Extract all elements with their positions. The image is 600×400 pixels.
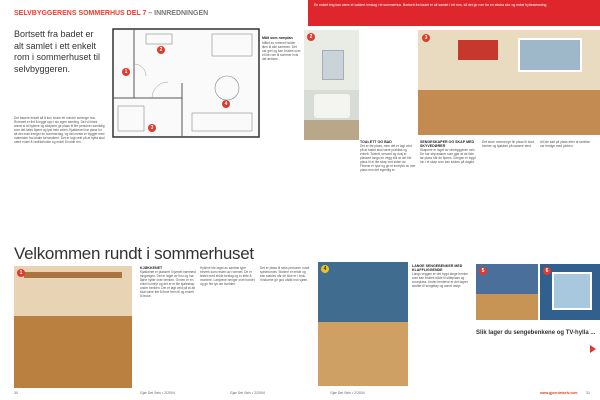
tv-shelf-icon bbox=[590, 345, 596, 353]
footer-left-source: Gjør Det Selv • 2/2004 bbox=[140, 391, 175, 395]
floorplan-caption-box bbox=[262, 36, 302, 124]
kitchen-body: Kjøkkenet er plassert i hjørnet nærmest inngangen. Det er laget av furu og har åpne hyller over benken. Ovnen er en enkel komfyr og det er et lite kjøleskap under benken. Det er lagt vekt på at alt skal være lett å finne frem til og enkelt å bruke. bbox=[140, 270, 196, 298]
left-lead: Bortsett fra badet er alt samlet i ett enkelt rom i sommerhuset til selvbyggeren. bbox=[14, 29, 101, 74]
bedroom-poster bbox=[458, 40, 498, 60]
section-label: – INNREDNINGEN bbox=[148, 10, 209, 17]
photo-kitchen bbox=[14, 266, 132, 388]
bunk-window bbox=[318, 262, 408, 322]
kitchen-section bbox=[140, 266, 196, 386]
middle-column-3: Det er plass til seks personer rundt spisebordet. Stolene er enkle og kan stables når de ikke er i bruk. Vinduene gir god utsikt mot sjøen. bbox=[260, 266, 310, 282]
toilet-body: Det er lite plass, men det er lagt vekt på at badet skal være praktisk og enkelt. Toalett, servant og dusj er plassert langs en vegg slik at det blir plass til et lite skap ved siden av. Flisene er lyse og gir et inntrykk av mer plass enn det egentlig er. bbox=[360, 144, 416, 172]
footer-right-page: 31 bbox=[586, 391, 590, 395]
bunk-wood bbox=[318, 322, 408, 386]
far-right-column-text: Alt ble satt på plass etter at familien var ferdige med jobben. bbox=[540, 140, 591, 148]
floorplan-label: Målt som romplan bbox=[262, 36, 293, 40]
photo-number-kitchen: 1 bbox=[17, 269, 25, 277]
photo-bathroom bbox=[304, 30, 359, 140]
toilet-title: TOALETT OG BAD bbox=[360, 140, 392, 144]
bedroom-bench bbox=[418, 90, 600, 135]
photo-bunk bbox=[318, 262, 408, 386]
toilet-section bbox=[360, 140, 416, 260]
window-pane bbox=[552, 272, 592, 310]
room-number-1: 1 bbox=[122, 68, 130, 76]
bathroom-sink bbox=[314, 94, 350, 118]
series-title bbox=[14, 10, 208, 17]
floorplan-drawing bbox=[112, 28, 260, 138]
photo-number-bunk: 4 bbox=[321, 265, 329, 273]
kitchen-title: KJØKKENET bbox=[140, 266, 163, 270]
photo-number-bench: 5 bbox=[479, 267, 487, 275]
room-number-4: 4 bbox=[222, 100, 230, 108]
kitchen-cabinets bbox=[14, 316, 132, 388]
footer-mid-left: Gjør Det Selv • 2/2004 bbox=[230, 391, 265, 395]
photo-number-bathroom: 2 bbox=[307, 33, 315, 41]
header-intro-text: En enkelt ting kan være et vakkert innslag i et sommerhus. Bortsett fra badet er alt samlet i ett rom, så det gir rom for en ekstra stor og enkel hyttestemning. bbox=[314, 3, 548, 7]
right-column-text: Det store rommet gir fin plass til bord, benker og kjøkken på samme sted. bbox=[482, 140, 535, 148]
footer-left-page: 30 bbox=[14, 391, 18, 395]
room-number-3: 3 bbox=[148, 124, 156, 132]
floorplan bbox=[112, 28, 260, 138]
photo-number-window: 6 bbox=[543, 267, 551, 275]
room-number-2: 2 bbox=[157, 46, 165, 54]
bathroom-mirror bbox=[322, 50, 344, 80]
footer-mid-right: Gjør Det Selv • 2/2004 bbox=[330, 391, 365, 395]
series-label: SELVBYGGERENS SOMMERHUS DEL 7 bbox=[14, 10, 147, 17]
middle-column-2: Hyllene ble laget av samme type treverk som resten av rommet. De er festet med enkle beslag og er lette å montere. Lampene henger over bordet og gir fint lys om kvelden. bbox=[200, 266, 255, 286]
photo-number-bedroom: 3 bbox=[422, 34, 430, 42]
kitchen-shelf bbox=[24, 272, 122, 278]
cabinet-section bbox=[420, 140, 478, 262]
left-body: Det basere enkelt så å kun bruke ett mindre avhenge hus. Rommet er fint å legge opp i sin egen samling. Det vil blant annet si at hyllene og skapene gir plass til fire personer samtidig som det føles åpent og lyst hele veien. Kjøkkenet har plass for alt det man trenger en sommerdag, og det meste er bygget med materialer fra lokale forhandlere. Det er lagt vekt på at hytta skal være enkel å vedlikeholde og enkel å holde ren. bbox=[14, 116, 105, 144]
bathroom-floor bbox=[304, 120, 359, 140]
bench-section bbox=[412, 264, 470, 384]
tv-shelf-caption: Slik lager du sengebenkene og TV-hylla ... bbox=[476, 330, 596, 336]
page-title: Velkommen rundt i sommerhuset bbox=[14, 244, 254, 263]
footer bbox=[0, 388, 600, 400]
bench-body: Langs veggen er det bygd lange benker som kan brukes både til sitteplass og soveplass. Under benkene er det lagret skuffer til sengetøy og annet utstyr. bbox=[412, 272, 469, 288]
footer-site: www.gjoerdetselv.com bbox=[540, 391, 578, 395]
cabinet-body: Skapene er laget av selvbyggeren selv. De har skyvedører som gjør at de ikke tar plass når de åpnes. Sengen er bygd inn i et skap som kan lukkes på dagtid. bbox=[420, 148, 476, 164]
photo-bench-blue bbox=[476, 264, 538, 320]
photo-window-blue bbox=[540, 264, 600, 320]
photo-bedroom bbox=[418, 30, 600, 135]
cabinet-title: SENGESKAPER OG SKAP MED SKYVEDØRER bbox=[420, 140, 475, 148]
bedroom-window bbox=[518, 38, 582, 72]
header-intro-box bbox=[308, 0, 600, 26]
header-bar bbox=[0, 0, 600, 26]
floorplan-caption: Målet av rommet holder liten til alle sammen. Det var grei og kan brukes som et lite rom til sommer hvis det ønskes. bbox=[262, 41, 301, 62]
bench-blue-wood bbox=[476, 294, 538, 320]
bench-title: LANGE SENGEBENKER MED KLAFFLIGGENDE bbox=[412, 264, 463, 272]
